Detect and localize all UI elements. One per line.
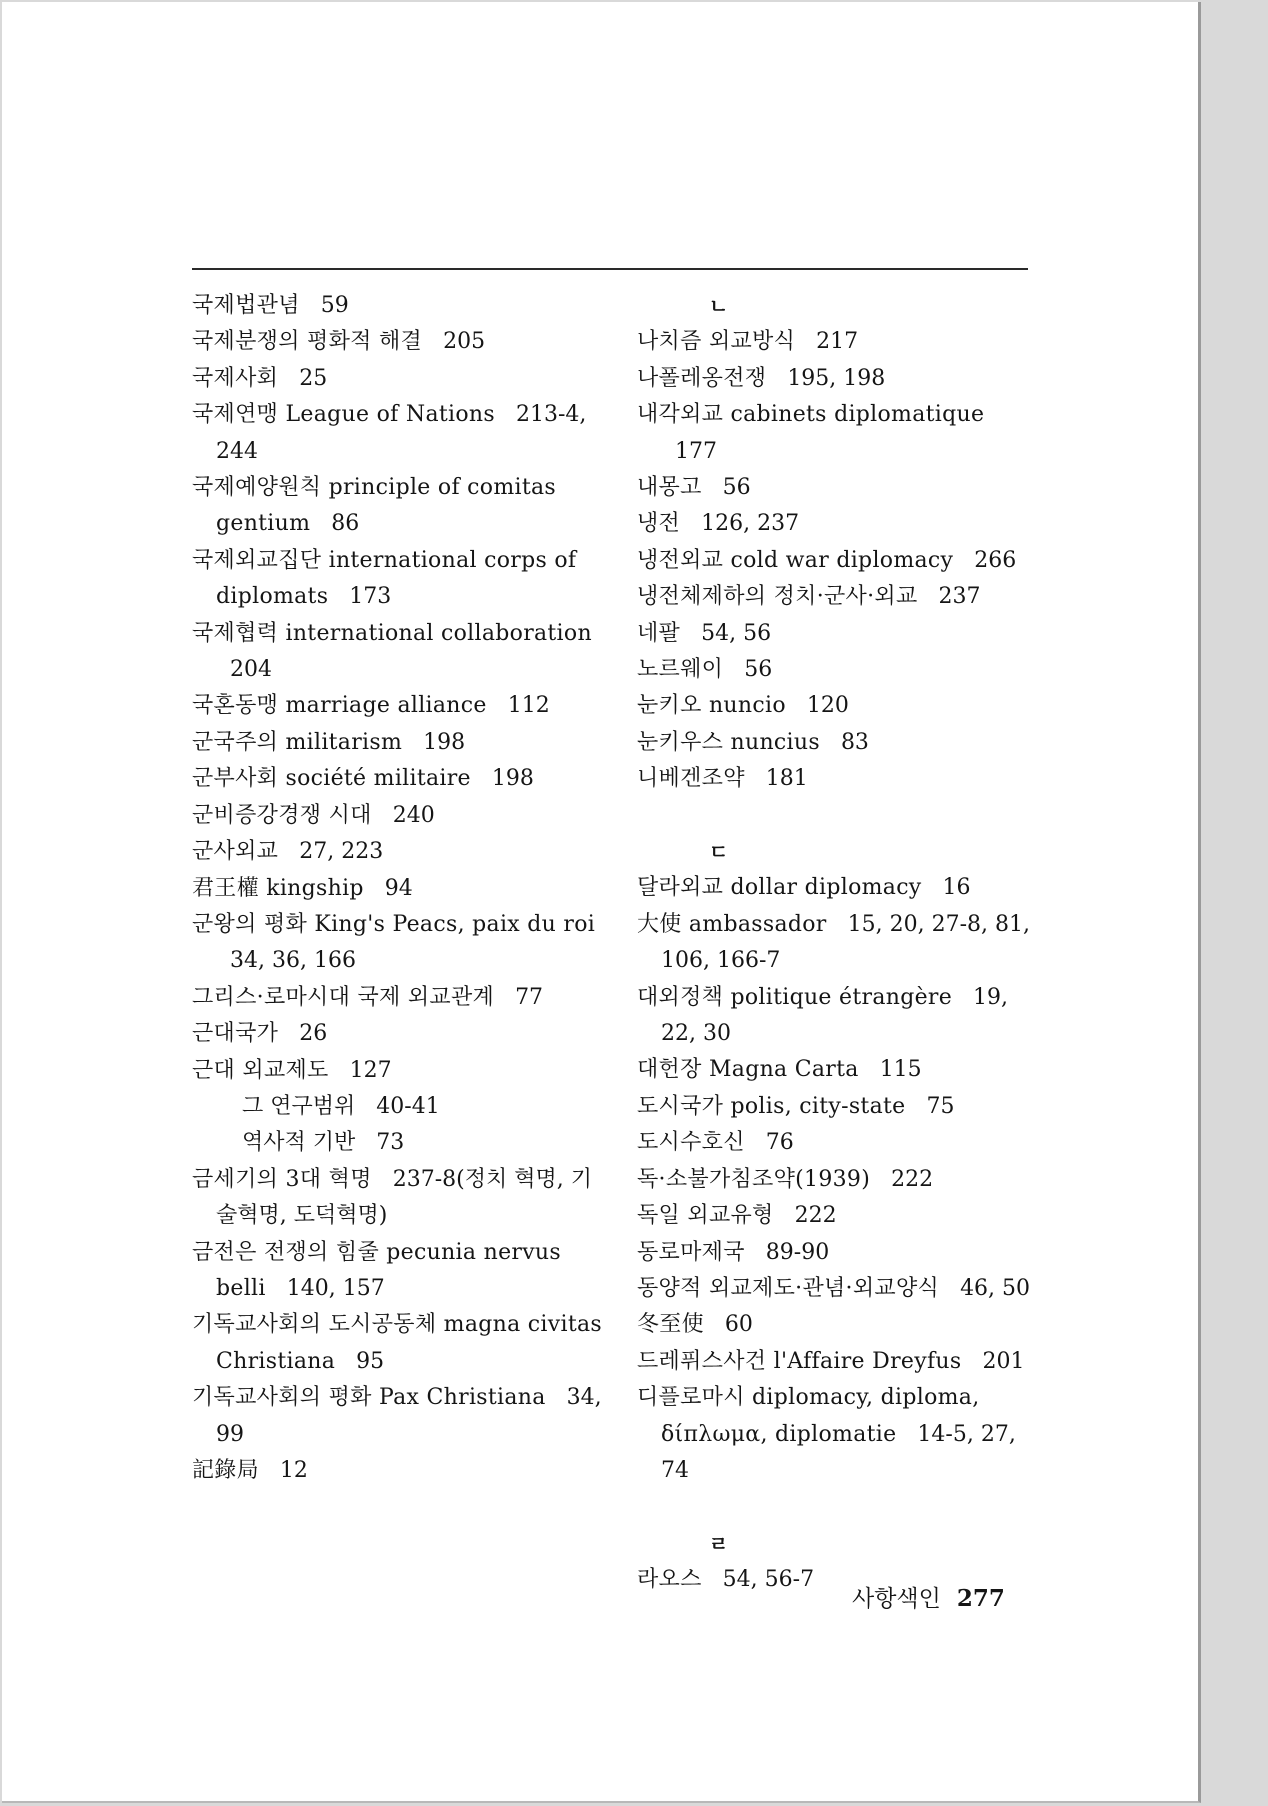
entry-term: 냉전외교 cold war diplomacy <box>637 547 954 573</box>
entry-pages: 173 <box>349 584 392 610</box>
index-entry <box>637 1380 1037 1489</box>
section-gap <box>637 1489 1037 1525</box>
entry-pages: 27, 223 <box>299 839 384 865</box>
entry-term: 니베겐조약 <box>637 766 745 792</box>
section-title: 사항색인 <box>852 1586 941 1612</box>
entry-term: 군비증강경쟁 시대 <box>192 802 372 828</box>
entry-term: 나치즘 외교방식 <box>637 329 796 355</box>
index-subentry <box>192 1089 602 1125</box>
entry-term: 군국주의 militarism <box>192 729 403 755</box>
entry-term: 대외정책 politique étrangère <box>637 984 953 1010</box>
entry-pages: 34, 36, 166 <box>230 948 356 974</box>
entry-pages: 46, 50 <box>960 1275 1031 1301</box>
entry-term: 디플로마시 diplomacy, diploma, δίπλωμα, diplomatie <box>637 1385 980 1447</box>
index-entry <box>637 397 1037 470</box>
index-entry <box>637 543 1037 579</box>
entry-pages: 127 <box>349 1057 392 1083</box>
index-entry <box>637 361 1037 397</box>
entry-term: 나폴레옹전쟁 <box>637 365 767 391</box>
entry-pages: 95 <box>356 1348 385 1374</box>
page-number: 277 <box>956 1585 1005 1612</box>
entry-term: 기독교사회의 평화 Pax Christiana <box>192 1385 546 1411</box>
index-entry <box>192 470 602 543</box>
entry-term: 금세기의 3대 혁명 <box>192 1166 372 1192</box>
entry-term: 내각외교 cabinets diplomatique <box>637 402 985 428</box>
index-entry <box>637 688 1037 724</box>
index-entry <box>637 652 1037 688</box>
index-entry <box>637 761 1037 797</box>
index-entry <box>192 1453 602 1489</box>
index-entry <box>192 1162 602 1235</box>
index-entry <box>637 1271 1037 1307</box>
entry-pages: 237 <box>938 584 981 610</box>
index-page <box>2 2 1201 1803</box>
entry-term: 네팔 <box>637 620 681 646</box>
index-entry <box>637 1089 1037 1125</box>
entry-pages: 115 <box>879 1057 922 1083</box>
index-entry <box>192 725 602 761</box>
index-entry <box>192 1053 602 1089</box>
entry-term: 눈키오 nuncio <box>637 693 786 719</box>
entry-term: 君王權 kingship <box>192 875 364 901</box>
index-entry <box>637 1235 1037 1271</box>
entry-term: 근대국가 <box>192 1021 279 1047</box>
section-gap <box>637 798 1037 834</box>
entry-term: 記錄局 <box>192 1458 259 1483</box>
entry-term: 그 연구범위 <box>242 1093 356 1119</box>
index-entry <box>637 470 1037 506</box>
entry-term: 국제사회 <box>192 365 279 391</box>
entry-term: 드레퓌스사건 l'Affaire Dreyfus <box>637 1348 962 1374</box>
entry-term: 눈키우스 nuncius <box>637 729 820 755</box>
entry-pages: 77 <box>515 984 544 1010</box>
entry-pages: 94 <box>384 875 413 901</box>
header-rule <box>192 268 1028 270</box>
entry-term: 냉전 <box>637 511 681 537</box>
entry-pages: 25 <box>299 365 328 391</box>
entry-term: 그리스·로마시대 국제 외교관계 <box>192 984 495 1010</box>
entry-pages: 60 <box>724 1312 753 1338</box>
page-footer <box>852 1580 1005 1613</box>
entry-pages: 19, 22, 30 <box>661 984 1009 1047</box>
index-entry <box>192 907 602 980</box>
entry-pages: 89-90 <box>765 1239 830 1265</box>
section-heading: ㄷ <box>709 840 729 865</box>
index-entry <box>637 616 1037 652</box>
index-entry <box>192 761 602 797</box>
index-entry <box>192 980 602 1016</box>
index-entry <box>192 324 602 360</box>
index-entry <box>637 870 1037 906</box>
entry-term: 라오스 <box>637 1567 702 1593</box>
index-entry <box>637 579 1037 615</box>
entry-term: 군부사회 société militaire <box>192 766 471 792</box>
entry-term: 독일 외교유형 <box>637 1203 774 1229</box>
entry-term: 금전은 전쟁의 힘줄 pecunia nervus belli <box>192 1239 561 1301</box>
entry-pages: 40-41 <box>376 1093 440 1119</box>
index-entry <box>637 1307 1037 1343</box>
entry-term: 근대 외교제도 <box>192 1057 329 1083</box>
index-subentry <box>192 1125 602 1161</box>
index-entry <box>192 361 602 397</box>
entry-term: 도시수호신 <box>637 1130 745 1156</box>
index-entry <box>192 798 602 834</box>
index-entry <box>192 616 602 689</box>
entry-pages: 26 <box>299 1021 328 1047</box>
index-entry <box>637 1198 1037 1234</box>
entry-pages: 12 <box>279 1458 308 1483</box>
entry-term: 국제협력 international collaboration <box>192 620 592 646</box>
entry-pages: 15, 20, 27-8, 81, 106, 166-7 <box>661 911 1030 974</box>
entry-pages: 213-4, 244 <box>216 402 587 464</box>
entry-pages: 217 <box>816 329 859 355</box>
entry-pages: 34, 99 <box>216 1385 602 1447</box>
entry-pages: 204 <box>230 657 272 683</box>
entry-term: 국제외교집단 international corps of diplomats <box>192 547 577 610</box>
entry-pages: 56 <box>722 475 751 501</box>
entry-term: 대헌장 Magna Carta <box>637 1057 859 1083</box>
entry-pages: 126, 237 <box>701 511 800 537</box>
entry-term: 냉전체제하의 정치·군사·외교 <box>637 584 918 610</box>
entry-term: 기독교사회의 도시공동체 magna civitas Christiana <box>192 1312 602 1374</box>
index-entry <box>192 288 602 324</box>
index-entry <box>637 1052 1037 1088</box>
entry-term: 국제연맹 League of Nations <box>192 402 495 428</box>
index-entry <box>637 324 1037 360</box>
entry-term: 大使 ambassador <box>637 911 827 937</box>
entry-pages: 54, 56-7 <box>722 1567 815 1593</box>
index-entry <box>637 1162 1037 1198</box>
entry-pages: 73 <box>376 1130 405 1156</box>
index-entry <box>192 871 602 907</box>
index-entry <box>637 1344 1037 1380</box>
entry-pages: 237-8(정치 혁명, 기술혁명, 도덕혁명) <box>216 1166 592 1229</box>
section-heading: ㄹ <box>709 1531 729 1556</box>
entry-pages: 112 <box>507 693 550 719</box>
entry-pages: 240 <box>392 802 435 828</box>
entry-pages: 56 <box>744 657 773 683</box>
index-entry <box>637 1125 1037 1161</box>
entry-pages: 181 <box>765 766 808 792</box>
index-entry <box>192 688 602 724</box>
index-entry <box>192 543 602 616</box>
index-entry <box>637 506 1037 542</box>
index-entry <box>637 980 1037 1053</box>
entry-pages: 14-5, 27, 74 <box>661 1421 1016 1483</box>
entry-pages: 83 <box>840 729 869 755</box>
entry-term: 달라외교 dollar diplomacy <box>637 875 922 901</box>
entry-pages: 54, 56 <box>701 620 772 646</box>
entry-term: 동양적 외교제도·관념·외교양식 <box>637 1275 940 1301</box>
index-entry <box>192 397 602 470</box>
entry-pages: 75 <box>926 1093 955 1119</box>
entry-pages: 266 <box>974 547 1017 573</box>
entry-pages: 76 <box>765 1130 794 1156</box>
entry-term: 국혼동맹 marriage alliance <box>192 693 487 719</box>
entry-pages: 201 <box>982 1348 1025 1374</box>
entry-term: 국제법관념 <box>192 293 300 318</box>
entry-pages: 195, 198 <box>787 365 886 391</box>
entry-pages: 198 <box>423 729 466 755</box>
entry-term: 冬至使 <box>637 1312 704 1338</box>
entry-term: 동로마제국 <box>637 1239 745 1265</box>
entry-pages: 222 <box>891 1166 934 1192</box>
entry-term: 도시국가 polis, city-state <box>637 1093 906 1119</box>
index-entry <box>192 1380 602 1453</box>
index-entry <box>192 1016 602 1052</box>
entry-pages: 177 <box>675 438 717 464</box>
entry-term: 역사적 기반 <box>242 1130 356 1156</box>
entry-pages: 59 <box>320 293 349 318</box>
index-entry <box>637 907 1037 980</box>
entry-term: 독·소불가침조약(1939) <box>637 1166 871 1192</box>
section-heading: ㄴ <box>709 294 729 318</box>
entry-pages: 16 <box>942 875 971 901</box>
entry-pages: 205 <box>443 329 486 355</box>
entry-pages: 140, 157 <box>286 1275 385 1301</box>
entry-term: 국제예양원칙 principle of comitas gentium <box>192 475 556 537</box>
index-entry <box>192 834 602 870</box>
entry-term: 내몽고 <box>637 475 702 501</box>
index-entry <box>192 1235 602 1308</box>
entry-term: 군왕의 평화 King's Peacs, paix du roi <box>192 911 596 937</box>
entry-pages: 120 <box>806 693 849 719</box>
entry-term: 군사외교 <box>192 839 279 865</box>
index-entry <box>192 1307 602 1380</box>
entry-pages: 222 <box>794 1203 837 1229</box>
entry-term: 노르웨이 <box>637 657 724 683</box>
index-column-right <box>637 288 1037 1599</box>
entry-pages: 86 <box>331 511 360 537</box>
entry-pages: 198 <box>491 766 534 792</box>
entry-term: 국제분쟁의 평화적 해결 <box>192 329 423 355</box>
index-entry <box>637 725 1037 761</box>
index-column-left <box>192 288 602 1489</box>
